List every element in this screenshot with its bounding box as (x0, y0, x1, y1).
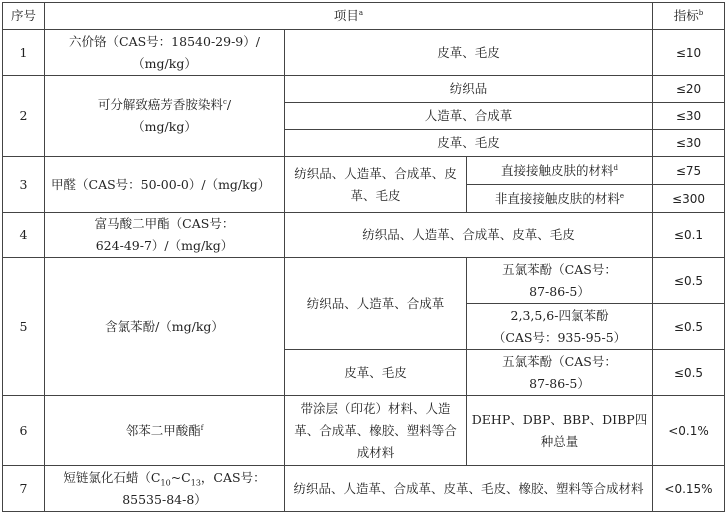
row2-limit-1: ≤20 (653, 76, 725, 103)
header-item-note: a (358, 8, 364, 17)
row5-compound-3: 五氯苯酚（CAS号： 87-86-5） (467, 350, 653, 396)
row4-name: 富马酸二甲酯（CAS号： 624-49-7）/（mg/kg） (45, 213, 285, 258)
row5-limit-2: ≤0.5 (653, 304, 725, 350)
row4-material: 纺织品、人造革、合成革、皮革、毛皮 (285, 213, 653, 258)
row3-limit-2: ≤300 (653, 185, 725, 213)
row5-limit-3: ≤0.5 (653, 350, 725, 396)
table-row-1 (3, 30, 725, 76)
row3-condition-1: 直接接触皮肤的材料$^d$ (467, 157, 653, 185)
row7-no: 7 (3, 466, 45, 512)
header-limit: 指标$^b$ (653, 3, 725, 30)
table-row-3a (3, 157, 725, 185)
table-row-2a (3, 76, 725, 103)
page-bottom-rule (2, 511, 724, 512)
row3-no: 3 (3, 157, 45, 213)
row6-name: 邻苯二甲酸酯$^f$ (45, 396, 285, 466)
row6-no: 6 (3, 396, 45, 466)
row7-material: 纺织品、人造革、合成革、皮革、毛皮、橡胶、塑料等合成材料 (285, 466, 653, 512)
row7-name: 短链氯化石蜡（$C_{10}\sim C_{13}$，CAS号： 85535-84-8） (45, 466, 285, 512)
row5-compound-2: 2,3,5,6-四氯苯酚 （CAS号：935-95-5） (467, 304, 653, 350)
limits-table (2, 2, 725, 512)
row5-limit-1: ≤0.5 (653, 258, 725, 304)
row5-name: 含氯苯酚/（mg/kg） (45, 258, 285, 396)
header-limit-note: b (698, 8, 704, 17)
row3-limit-1: ≤75 (653, 157, 725, 185)
row2-material-2: 人造革、合成革 (285, 103, 653, 130)
row6-limit: <0.1% (653, 396, 725, 466)
row4-no: 4 (3, 213, 45, 258)
row2-limit-2: ≤30 (653, 103, 725, 130)
row3-name: 甲醛（CAS号：50-00-0）/（mg/kg） (45, 157, 285, 213)
header-item: 项目$^a$ (45, 3, 653, 30)
row1-limit: ≤10 (653, 30, 725, 76)
row5-no: 5 (3, 258, 45, 396)
table-row-5a (3, 258, 725, 304)
table-row-6 (3, 396, 725, 466)
row2-name: 可分解致癌芳香胺染料$^c$/ （mg/kg） (45, 76, 285, 157)
row5-material-1: 纺织品、人造革、合成革 (285, 258, 467, 350)
row5-compound-1: 五氯苯酚（CAS号： 87-86-5） (467, 258, 653, 304)
header-row (3, 3, 725, 30)
row5-material-2: 皮革、毛皮 (285, 350, 467, 396)
row6-condition: DEHP、DBP、BBP、DIBP四 种总量 (467, 396, 653, 466)
row3-condition-2: 非直接接触皮肤的材料$^e$ (467, 185, 653, 213)
row3-material: 纺织品、人造革、合成革、皮 革、毛皮 (285, 157, 467, 213)
row1-no: 1 (3, 30, 45, 76)
row7-limit: <0.15% (653, 466, 725, 512)
row1-name: 六价铬（CAS号：18540-29-9）/ （mg/kg） (45, 30, 285, 76)
table-row-4 (3, 213, 725, 258)
row2-material-3: 皮革、毛皮 (285, 130, 653, 157)
row4-limit: ≤0.1 (653, 213, 725, 258)
row6-material: 带涂层（印花）材料、人造 革、合成革、橡胶、塑料等合 成材料 (285, 396, 467, 466)
header-no: 序号 (3, 3, 45, 30)
table-row-7 (3, 466, 725, 512)
row2-no: 2 (3, 76, 45, 157)
row1-material: 皮革、毛皮 (285, 30, 653, 76)
row2-material-1: 纺织品 (285, 76, 653, 103)
row2-limit-3: ≤30 (653, 130, 725, 157)
